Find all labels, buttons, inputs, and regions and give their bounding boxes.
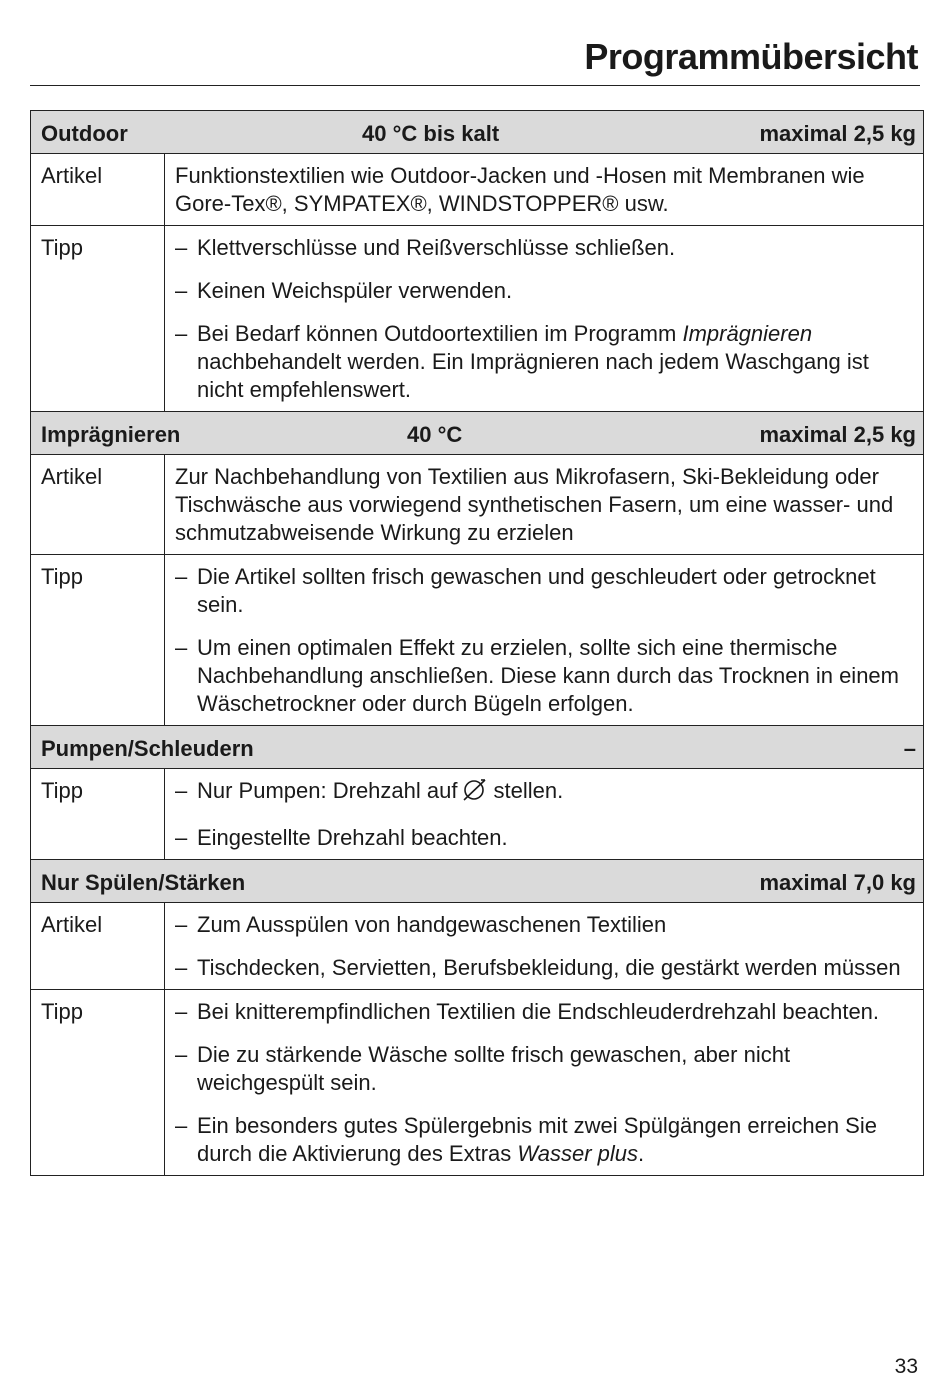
bullet-dash: – bbox=[175, 564, 188, 589]
row-label: Artikel bbox=[31, 903, 165, 989]
tip-text: Um einen optimalen Effekt zu erzielen, sollte sich eine thermische Nachbehandlung anschließen. Diese kann durch das Trocknen in einem Wäschetrockner oder durch Bügeln erfolgen. bbox=[197, 635, 899, 716]
artikel-text: Tischdecken, Servietten, Berufsbekleidung, die gestärkt werden müssen bbox=[197, 955, 901, 980]
page-title: Programmübersicht bbox=[584, 36, 918, 77]
tip-text: Klettverschlüsse und Reißverschlüsse schließen. bbox=[197, 235, 676, 260]
artikel-row bbox=[31, 903, 923, 990]
bullet-dash: – bbox=[175, 912, 188, 937]
program-temperature: 40 °C bis kalt bbox=[362, 121, 500, 146]
artikel-text: Funktionstextilien wie Outdoor-Jacken und -Hosen mit Membranen wie Gore-Tex®, SYMPATEX®, WINDSTOPPER® usw. bbox=[175, 163, 865, 216]
program-header-impraegnieren bbox=[31, 412, 923, 455]
tip-text: Die zu stärkende Wäsche sollte frisch gewaschen, aber nicht weichgespült sein. bbox=[197, 1042, 791, 1095]
program-reference: Imprägnieren bbox=[682, 321, 813, 346]
row-label: Tipp bbox=[31, 226, 165, 411]
row-content bbox=[165, 226, 923, 411]
list-item bbox=[175, 998, 911, 1026]
bullet-dash: – bbox=[175, 321, 188, 346]
list-item bbox=[175, 911, 911, 939]
tip-text: Bei knitterempfindlichen Textilien die Endschleuderdrehzahl beachten. bbox=[197, 999, 880, 1024]
tip-text: Keinen Weichspüler verwenden. bbox=[197, 278, 513, 303]
row-label: Tipp bbox=[31, 990, 165, 1175]
bullet-dash: – bbox=[175, 999, 188, 1024]
bullet-dash: – bbox=[175, 778, 188, 803]
artikel-text: Zum Ausspülen von handgewaschenen Textilien bbox=[197, 912, 667, 937]
bullet-dash: – bbox=[175, 235, 188, 260]
list-item bbox=[175, 824, 911, 852]
artikel-row bbox=[31, 455, 923, 555]
tipp-row bbox=[31, 769, 923, 860]
row-label: Artikel bbox=[31, 455, 165, 554]
list-item bbox=[175, 1041, 911, 1097]
list-item bbox=[175, 777, 911, 809]
tip-text: Eingestellte Drehzahl beachten. bbox=[197, 825, 508, 850]
tip-text-part: Bei Bedarf können Outdoortextilien im Programm bbox=[197, 321, 683, 346]
tip-text-part: Ein besonders gutes Spülergebnis mit zwei Spülgängen erreichen Sie durch die Aktivierung des Extras bbox=[197, 1113, 877, 1166]
program-name: Nur Spülen/Stärken bbox=[41, 870, 246, 895]
program-max-load: maximal 2,5 kg bbox=[759, 422, 916, 447]
extra-reference: Wasser plus bbox=[517, 1141, 639, 1166]
program-max-load: maximal 2,5 kg bbox=[759, 121, 916, 146]
tip-text-part: . bbox=[638, 1141, 645, 1166]
list-item bbox=[175, 563, 911, 619]
list-item bbox=[175, 234, 911, 262]
row-content bbox=[165, 990, 923, 1175]
program-header-pumpen-schleudern bbox=[31, 726, 923, 769]
page-number: 33 bbox=[894, 1355, 918, 1378]
row-content bbox=[165, 769, 923, 859]
tip-text-part: Nur Pumpen: Drehzahl auf bbox=[197, 778, 458, 803]
tip-text bbox=[197, 320, 911, 404]
title-divider bbox=[30, 85, 920, 86]
tip-text-part: stellen. bbox=[493, 778, 564, 803]
list-item bbox=[175, 320, 911, 404]
row-content bbox=[165, 555, 923, 725]
list-item bbox=[175, 277, 911, 305]
row-content bbox=[165, 154, 923, 225]
program-header-outdoor bbox=[31, 111, 923, 154]
bullet-dash: – bbox=[175, 1113, 188, 1138]
bullet-dash: – bbox=[175, 635, 188, 660]
row-label: Tipp bbox=[31, 555, 165, 725]
list-item bbox=[175, 1112, 911, 1168]
row-content bbox=[165, 903, 923, 989]
program-temperature: 40 °C bbox=[407, 422, 463, 447]
bullet-dash: – bbox=[175, 955, 188, 980]
row-content bbox=[165, 455, 923, 554]
program-table bbox=[30, 110, 924, 1176]
no-spin-symbol-icon bbox=[461, 778, 489, 809]
row-label: Artikel bbox=[31, 154, 165, 225]
program-header-nur-spuelen-staerken bbox=[31, 860, 923, 903]
program-name: Outdoor bbox=[41, 121, 128, 146]
bullet-dash: – bbox=[175, 825, 188, 850]
tip-text bbox=[197, 777, 911, 809]
artikel-row bbox=[31, 154, 923, 226]
program-name: Pumpen/Schleudern bbox=[41, 736, 254, 761]
tipp-row bbox=[31, 226, 923, 412]
program-max-load: maximal 7,0 kg bbox=[759, 870, 916, 895]
tipp-row bbox=[31, 990, 923, 1176]
tip-text: Die Artikel sollten frisch gewaschen und geschleudert oder getrocknet sein. bbox=[197, 564, 876, 617]
tip-text-part: nachbehandelt werden. Ein Imprägnieren nach jedem Waschgang ist nicht empfehlenswert. bbox=[197, 349, 869, 402]
artikel-text: Zur Nachbehandlung von Textilien aus Mikrofasern, Ski-Bekleidung oder Tischwäsche aus vorwiegend synthetischen Fasern, um eine wasser- und schmutzabweisende Wirkung zu erzielen bbox=[175, 464, 894, 545]
program-name: Imprägnieren bbox=[41, 422, 181, 447]
list-item bbox=[175, 634, 911, 718]
program-max-load: – bbox=[903, 736, 916, 761]
bullet-dash: – bbox=[175, 278, 188, 303]
row-label: Tipp bbox=[31, 769, 165, 859]
tip-text bbox=[197, 1112, 911, 1168]
list-item bbox=[175, 954, 911, 982]
bullet-dash: – bbox=[175, 1042, 188, 1067]
tipp-row bbox=[31, 555, 923, 726]
